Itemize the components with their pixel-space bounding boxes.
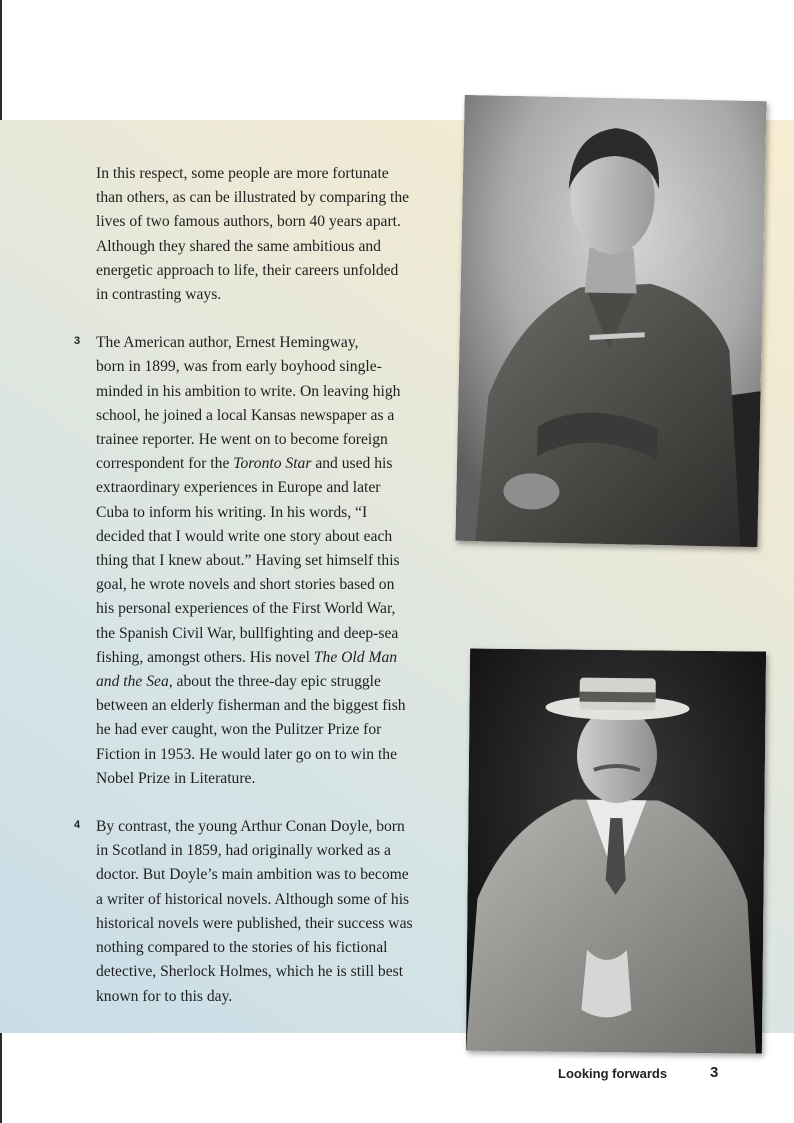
text-segment: about the three-day epic struggle [172,673,381,691]
text-line: thing that I knew about.” Having set himself this [96,552,400,570]
text-line: in Scotland in 1859, had originally worked as a [96,842,391,860]
publication-title: Toronto Star [233,455,312,473]
text-line: extraordinary experiences in Europe and later [96,479,381,497]
text-line [96,670,456,694]
text-line: The American author, Ernest Hemingway, [96,334,359,352]
text-line: Fiction in 1953. He would later go on to win the [96,745,398,763]
text-line [96,452,456,476]
text-line: nothing compared to the stories of his fictional [96,939,388,957]
text-segment: fishing, amongst others. His novel [96,648,314,666]
paragraph-intro [96,162,456,307]
text-line: than others, as can be illustrated by comparing the [96,189,410,207]
text-segment: correspondent for the [96,455,234,473]
text-line: By contrast, the young Arthur Conan Doyle, born [96,818,405,836]
text-line: lives of two famous authors, born 40 years apart. [96,213,401,231]
text-line: energetic approach to life, their careers unfolded [96,261,399,279]
text-line: doctor. But Doyle’s main ambition was to become [96,866,409,884]
portrait-photo-doyle [466,648,766,1053]
text-line: his personal experiences of the First World War, [96,600,396,618]
paragraph-hemingway [74,331,456,791]
text-line: minded in his ambition to write. On leaving high [96,382,401,400]
text-line: trainee reporter. He went on to become foreign [96,431,388,449]
footer-section-title: Looking forwards [558,1066,668,1081]
text-line: between an elderly fisherman and the biggest fish [96,697,406,715]
book-title: and the Sea, [96,673,173,691]
paragraph-number: 3 [74,335,81,348]
text-line: a writer of historical novels. Although some of his [96,890,410,908]
text-line: Cuba to inform his writing. In his words, “I [96,503,368,521]
book-title: The Old Man [313,648,398,666]
text-line: in contrasting ways. [96,286,222,304]
portrait-illustration [466,648,766,1053]
text-line: historical novels were published, their success was [96,914,413,932]
text-line: Although they shared the same ambitious and [96,237,381,255]
text-line: born in 1899, was from early boyhood single- [96,358,382,376]
text-line: In this respect, some people are more fortunate [96,165,389,182]
paragraph-doyle [74,815,456,1009]
portrait-illustration [455,95,766,547]
text-line: goal, he wrote novels and short stories based on [96,576,395,594]
text-line: he had ever caught, won the Pulitzer Prize for [96,721,382,739]
page-number: 3 [710,1064,719,1081]
text-line: detective, Sherlock Holmes, which he is still best [96,963,404,981]
text-line: Nobel Prize in Literature. [96,769,256,787]
paragraph-number: 4 [74,819,81,832]
text-line: the Spanish Civil War, bullfighting and deep-sea [96,624,399,642]
portrait-photo-hemingway [455,95,766,547]
text-segment: and used his [311,455,393,473]
text-line [96,646,456,670]
text-line: decided that I would write one story about each [96,527,393,545]
article-text [74,162,456,1009]
text-line: known for to this day. [96,987,233,1005]
text-line: school, he joined a local Kansas newspaper as a [96,406,395,424]
